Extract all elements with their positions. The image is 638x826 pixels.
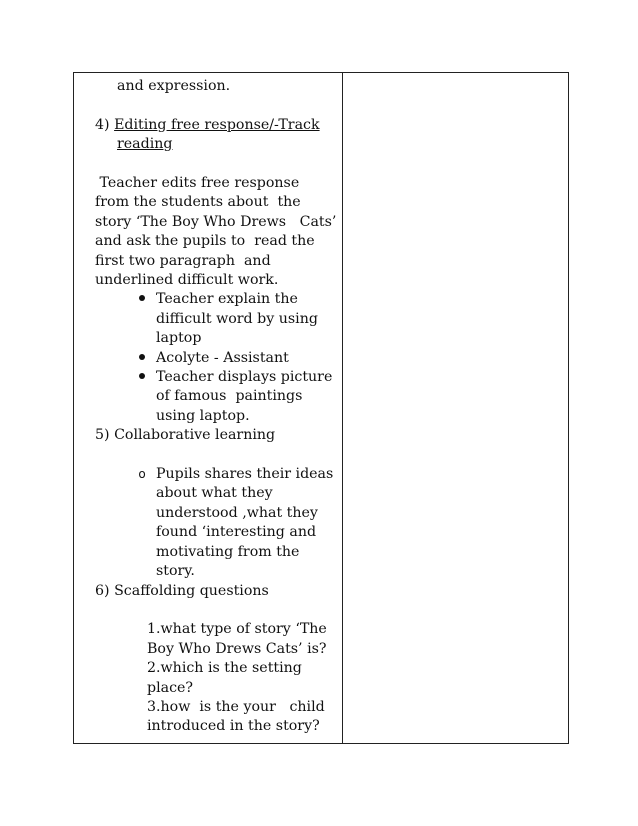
paragraph-line: and ask the pupils to read the	[95, 233, 315, 250]
lesson-table	[73, 72, 569, 744]
bullet-item	[95, 368, 341, 426]
item-title-cont: reading	[117, 136, 173, 153]
item-6-heading: 6) Scaffolding questions	[95, 582, 269, 599]
item-title: Editing free response/-Track	[114, 116, 320, 133]
question-line: 1.what type of story ‘The	[147, 621, 327, 638]
question-line: 3.how is the your child	[147, 698, 325, 715]
bullet-line: motivating from the	[156, 543, 300, 560]
sub-bullet-item	[95, 465, 341, 581]
question-line: 2.which is the setting	[147, 660, 302, 677]
item-5-heading: 5) Collaborative learning	[95, 427, 276, 444]
bullet-line: of famous paintings	[156, 388, 303, 405]
bullet-line: understood ,what they	[156, 504, 318, 521]
bullet-line: story.	[156, 563, 195, 580]
question-line: Boy Who Drews Cats’ is?	[147, 640, 327, 657]
bullet-item	[95, 290, 341, 348]
text-line: and expression.	[117, 78, 231, 94]
paragraph-line: Teacher edits free response	[95, 175, 300, 191]
bullet-line: difficult word by using	[156, 310, 318, 327]
bullet-item	[95, 349, 341, 368]
question-line: place?	[147, 679, 194, 696]
right-cell	[343, 73, 568, 743]
bullet-line: about what they	[156, 485, 273, 502]
paragraph-line: story ‘The Boy Who Drews Cats’	[95, 213, 337, 230]
bullet-dot-icon	[135, 290, 149, 309]
bullet-line: Acolyte - Assistant	[156, 349, 289, 366]
bullet-line: found ‘interesting and	[156, 524, 317, 541]
circle-bullet-icon: o	[138, 467, 146, 482]
item-4-heading	[95, 116, 341, 135]
bullet-line: using laptop.	[156, 407, 250, 424]
bullet-dot-icon	[135, 349, 149, 368]
paragraph-line: from the students about the	[95, 194, 301, 211]
left-cell	[95, 77, 341, 737]
bullet-line: Teacher displays picture	[156, 369, 333, 386]
item-number: 4)	[95, 116, 110, 133]
paragraph-line: underlined difficult work.	[95, 272, 279, 289]
bullet-line: Pupils shares their ideas	[156, 466, 334, 483]
bullet-line: Teacher explain the	[156, 291, 298, 308]
bullet-line: laptop	[156, 330, 202, 347]
bullet-dot-icon	[135, 368, 149, 387]
question-line: introduced in the story?	[147, 718, 320, 735]
paragraph-line: first two paragraph and	[95, 252, 271, 269]
